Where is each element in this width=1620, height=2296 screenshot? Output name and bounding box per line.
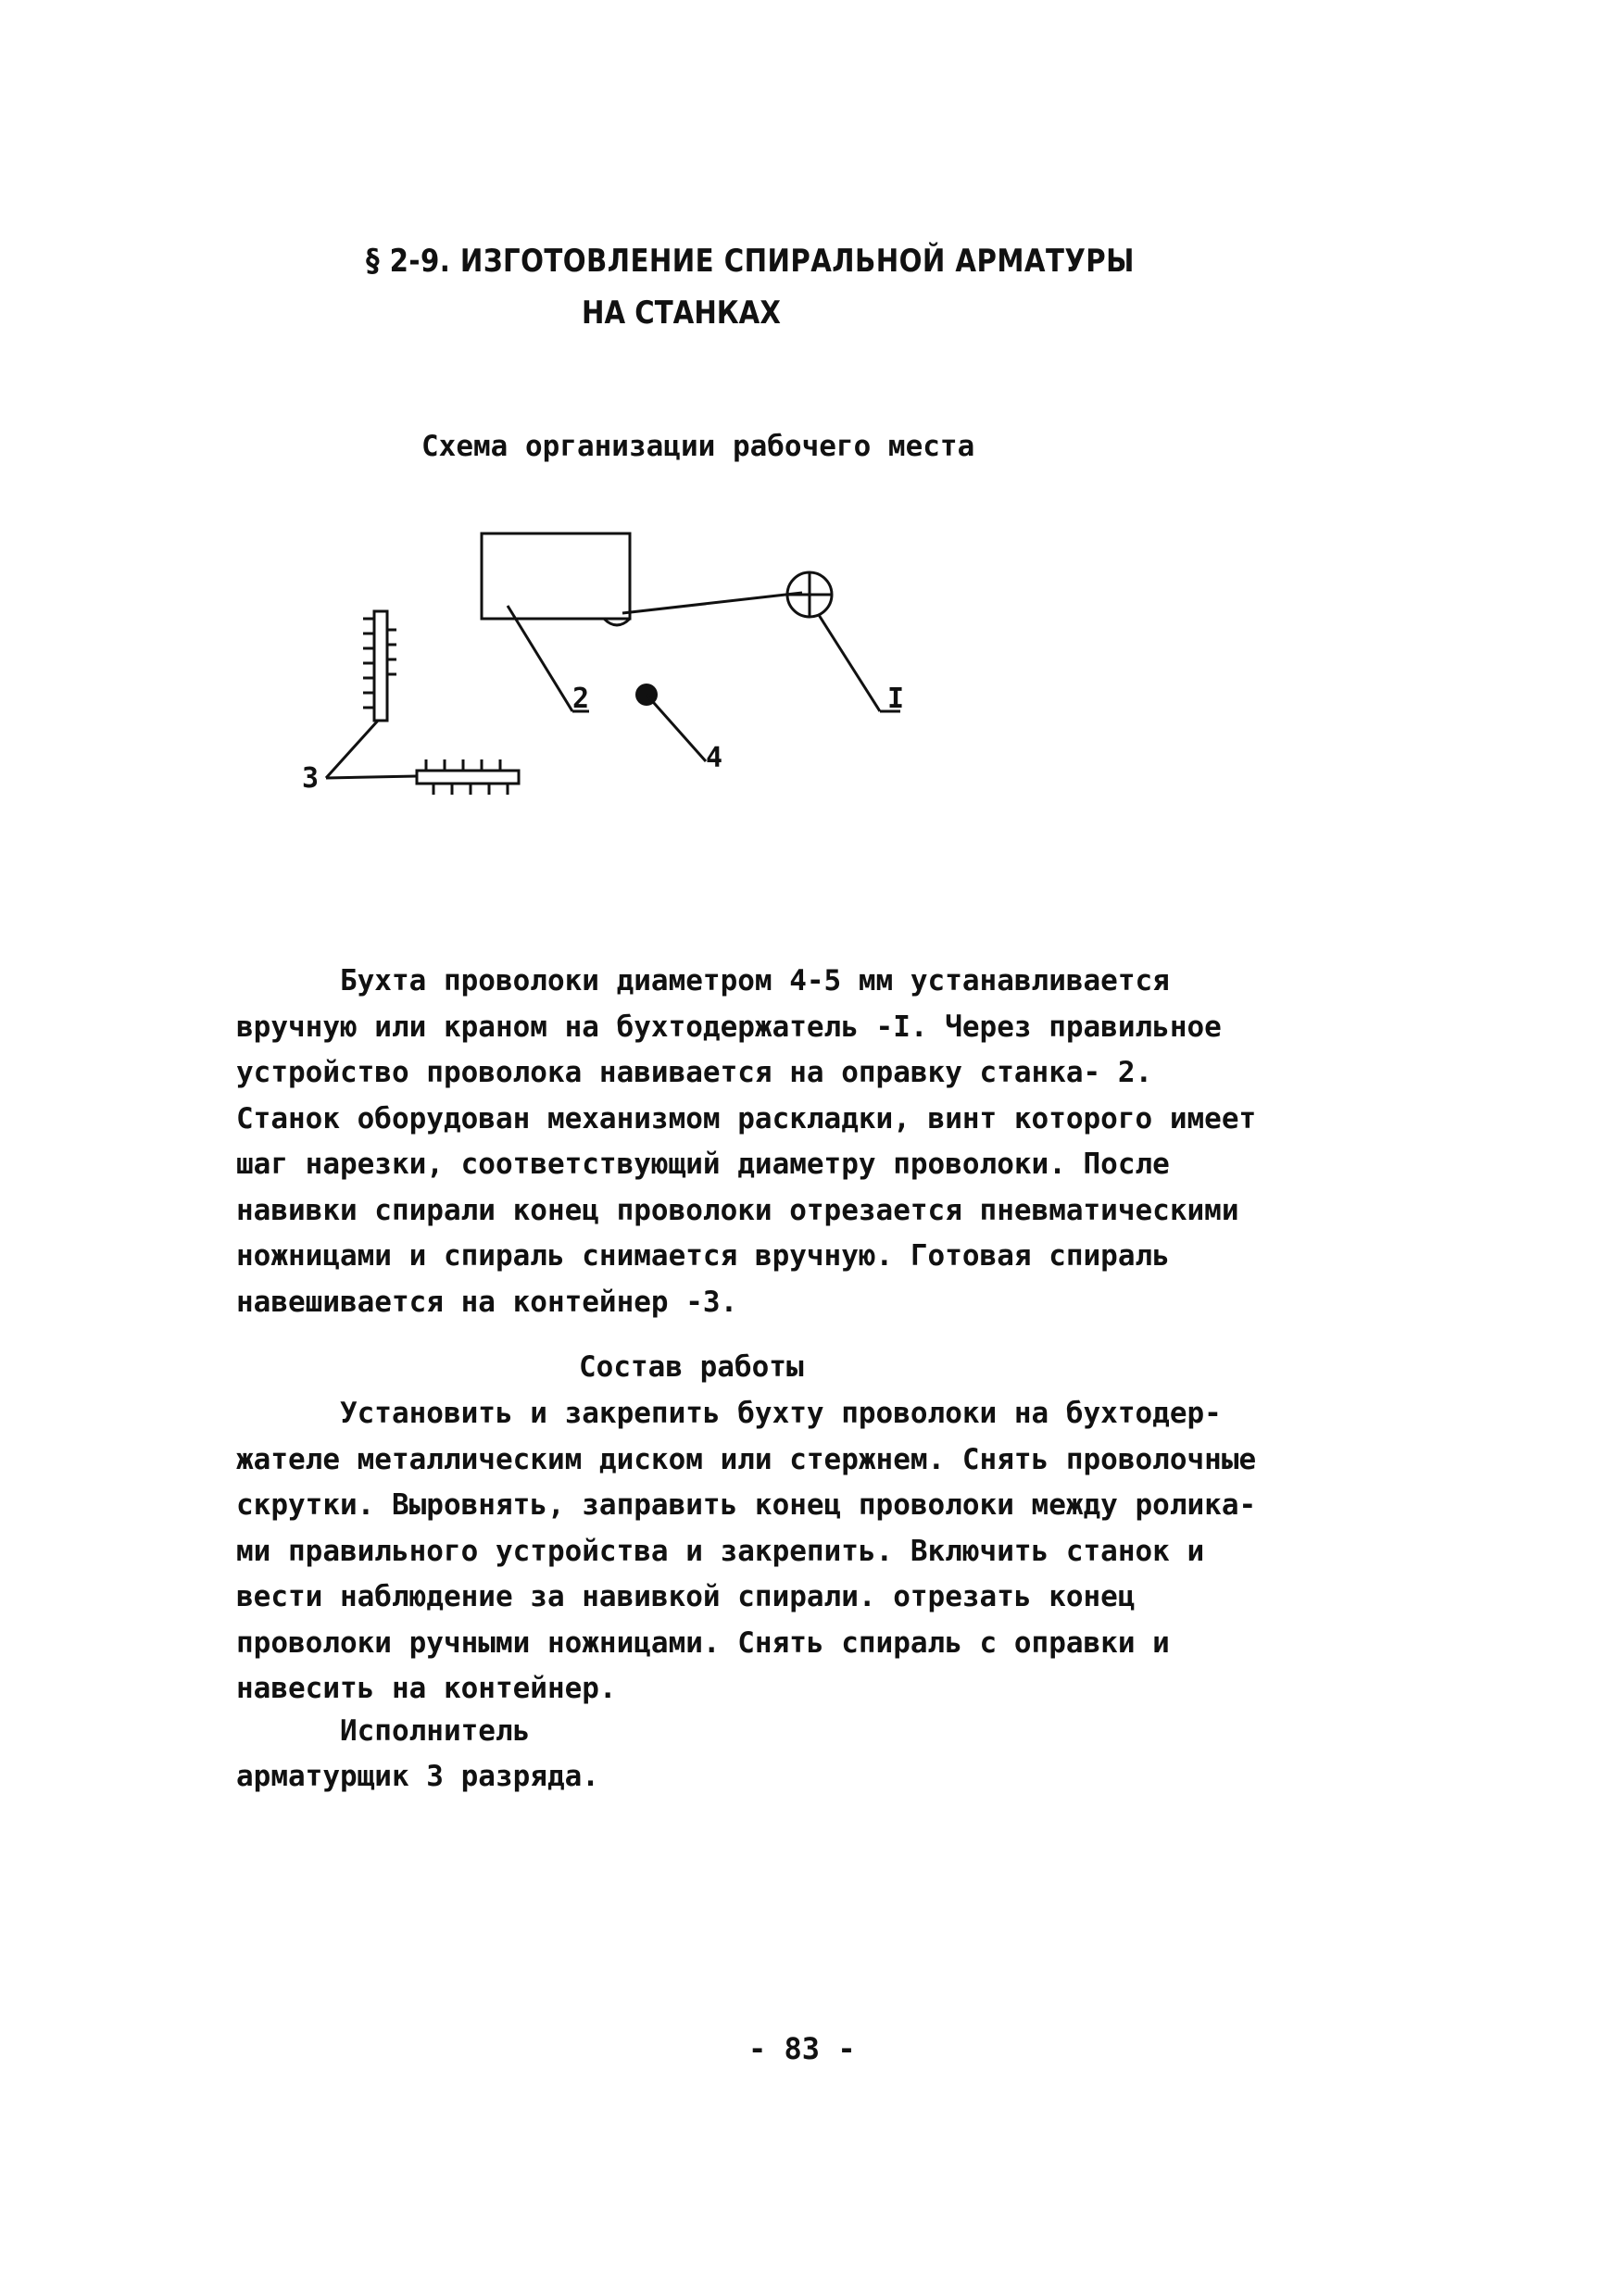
text-line: навешивается на контейнер -3. [236, 1285, 738, 1319]
text-line: шаг нарезки, соответствующий диаметру проволоки. После [236, 1148, 1170, 1181]
workplace-scheme-diagram [278, 509, 905, 843]
executor-block [236, 1709, 599, 1800]
description-paragraph [236, 959, 1403, 1325]
text-line: ми правильного устройства и закрепить. Включить станок и [236, 1534, 1205, 1568]
leader-line-4 [647, 695, 706, 761]
text-line: Установить и закрепить бухту проволоки на бухтодер- [236, 1397, 1222, 1430]
scheme-caption: Схема организации рабочего места [421, 430, 975, 463]
executor-label: Исполнитель [236, 1714, 531, 1748]
section-title: § 2-9. ИЗГОТОВЛЕНИЕ СПИРАЛЬНОЙ АРМАТУРЫ [366, 243, 1135, 280]
text-line: навесить на контейнер. [236, 1672, 617, 1705]
wire-line [622, 593, 802, 613]
rack-vertical [374, 611, 387, 721]
work-composition-paragraph [236, 1391, 1403, 1713]
label-2: 2 [572, 683, 590, 715]
leader-line-1 [819, 615, 880, 711]
label-1: I [887, 683, 905, 715]
text-line: навивки спирали конец проволоки отрезается пневматическими [236, 1193, 1239, 1227]
leader-line-3a [326, 721, 378, 778]
rack-horizontal [417, 771, 519, 784]
rack-horizontal-hooks [426, 759, 508, 795]
text-line: вести наблюдение за навивкой спирали. отрезать конец [236, 1580, 1136, 1613]
text-line: вручную или краном на бухтодержатель -I. Через правильное [236, 1010, 1222, 1044]
machine-rectangle [482, 533, 630, 619]
text-line: Станок оборудован механизмом раскладки, винт которого имеет [236, 1101, 1257, 1135]
text-line: проволоки ручными ножницами. Снять спираль с оправки и [236, 1625, 1170, 1660]
text-line: скрутки. Выровнять, заправить конец проволоки между роликa- [236, 1488, 1257, 1522]
label-4: 4 [706, 742, 723, 774]
page-number: - 83 - [748, 2031, 856, 2066]
work-composition-heading: Состав работы [579, 1350, 804, 1384]
leader-line-3b [326, 776, 417, 778]
section-title-continued: НА СТАНКАХ [582, 295, 781, 332]
text-line: жателе металлическим диском или стержнем. Снять проволочные [236, 1442, 1257, 1476]
text-line: устройство проволока навивается на оправку станка- 2. [236, 1056, 1153, 1089]
label-3: 3 [302, 762, 320, 795]
text-line: Бухта проволоки диаметром 4-5 мм устанавливается [236, 964, 1170, 997]
text-line: ножницами и спираль снимается вручную. Готовая спираль [236, 1239, 1170, 1273]
leader-line-2 [508, 606, 572, 711]
executor-value: арматурщик 3 разряда. [236, 1760, 599, 1793]
rack-vertical-hooks [363, 619, 396, 708]
